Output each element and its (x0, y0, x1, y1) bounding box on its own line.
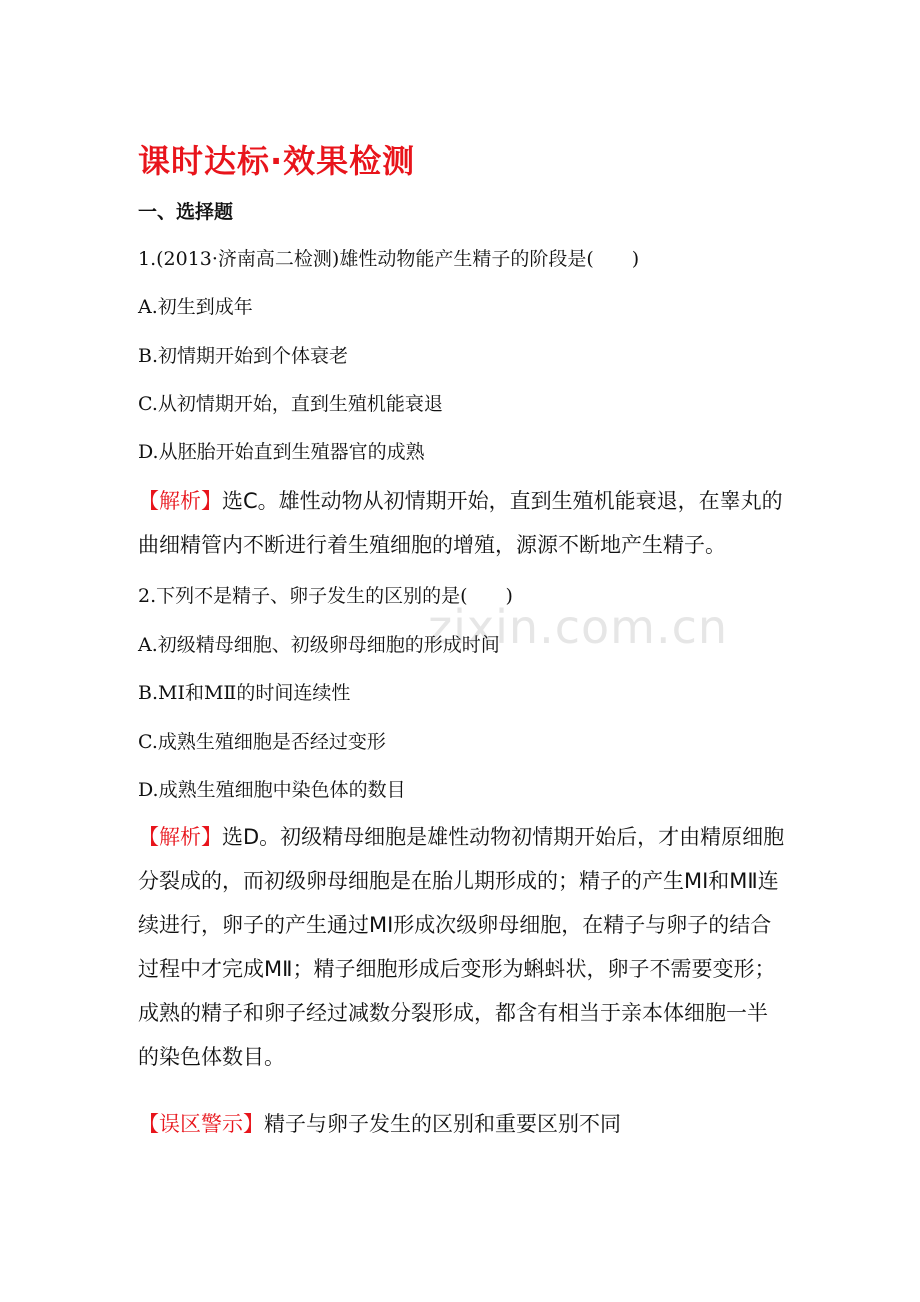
question-1-option-b: B.初情期开始到个体衰老 (138, 345, 349, 367)
analysis-tag: 【解析】 (138, 489, 222, 513)
question-2-option-d: D.成熟生殖细胞中染色体的数目 (138, 779, 406, 801)
warning-text: 精子与卵子发生的区别和重要区别不同 (264, 1112, 621, 1136)
question-1-option-d: D.从胚胎开始直到生殖器官的成熟 (138, 441, 425, 463)
misconception-warning (138, 1102, 788, 1146)
warning-tag: 【误区警示】 (138, 1112, 264, 1136)
question-2-stem: 2.下列不是精子、卵子发生的区别的是( ) (138, 585, 513, 607)
section-heading: 一、选择题 (138, 201, 234, 223)
question-2-analysis (138, 815, 788, 1079)
question-2-option-c: C.成熟生殖细胞是否经过变形 (138, 731, 386, 753)
question-1-analysis (138, 479, 788, 567)
analysis-text: 选D。初级精母细胞是雄性动物初情期开始后，才由精原细胞分裂成的，而初级卵母细胞是在胎儿期形成的；精子的产生MⅠ和MⅡ连续进行，卵子的产生通过MⅠ形成次级卵母细胞，在精子与卵子的结合过程中才完成MⅡ；精子细胞形成后变形为蝌蚪状，卵子不需要变形；成熟的精子和卵子经过减数分裂形成，都含有相当于亲本体细胞一半的染色体数目。 (138, 825, 785, 1069)
question-1-stem: 1.(2013·济南高二检测)雄性动物能产生精子的阶段是( ) (138, 248, 640, 270)
question-1-option-a: A.初生到成年 (138, 296, 253, 318)
question-2-option-a: A.初级精母细胞、初级卵母细胞的形成时间 (138, 634, 500, 656)
watermark: zixin.com.cn (428, 600, 729, 654)
analysis-tag: 【解析】 (138, 825, 222, 849)
question-1-option-c: C.从初情期开始，直到生殖机能衰退 (138, 393, 443, 415)
analysis-text: 选C。雄性动物从初情期开始，直到生殖机能衰退，在睾丸的曲细精管内不断进行着生殖细胞的增殖，源源不断地产生精子。 (138, 489, 783, 557)
page-title: 课时达标·效果检测 (138, 142, 416, 180)
question-2-option-b: B.MⅠ和MⅡ的时间连续性 (138, 682, 351, 704)
